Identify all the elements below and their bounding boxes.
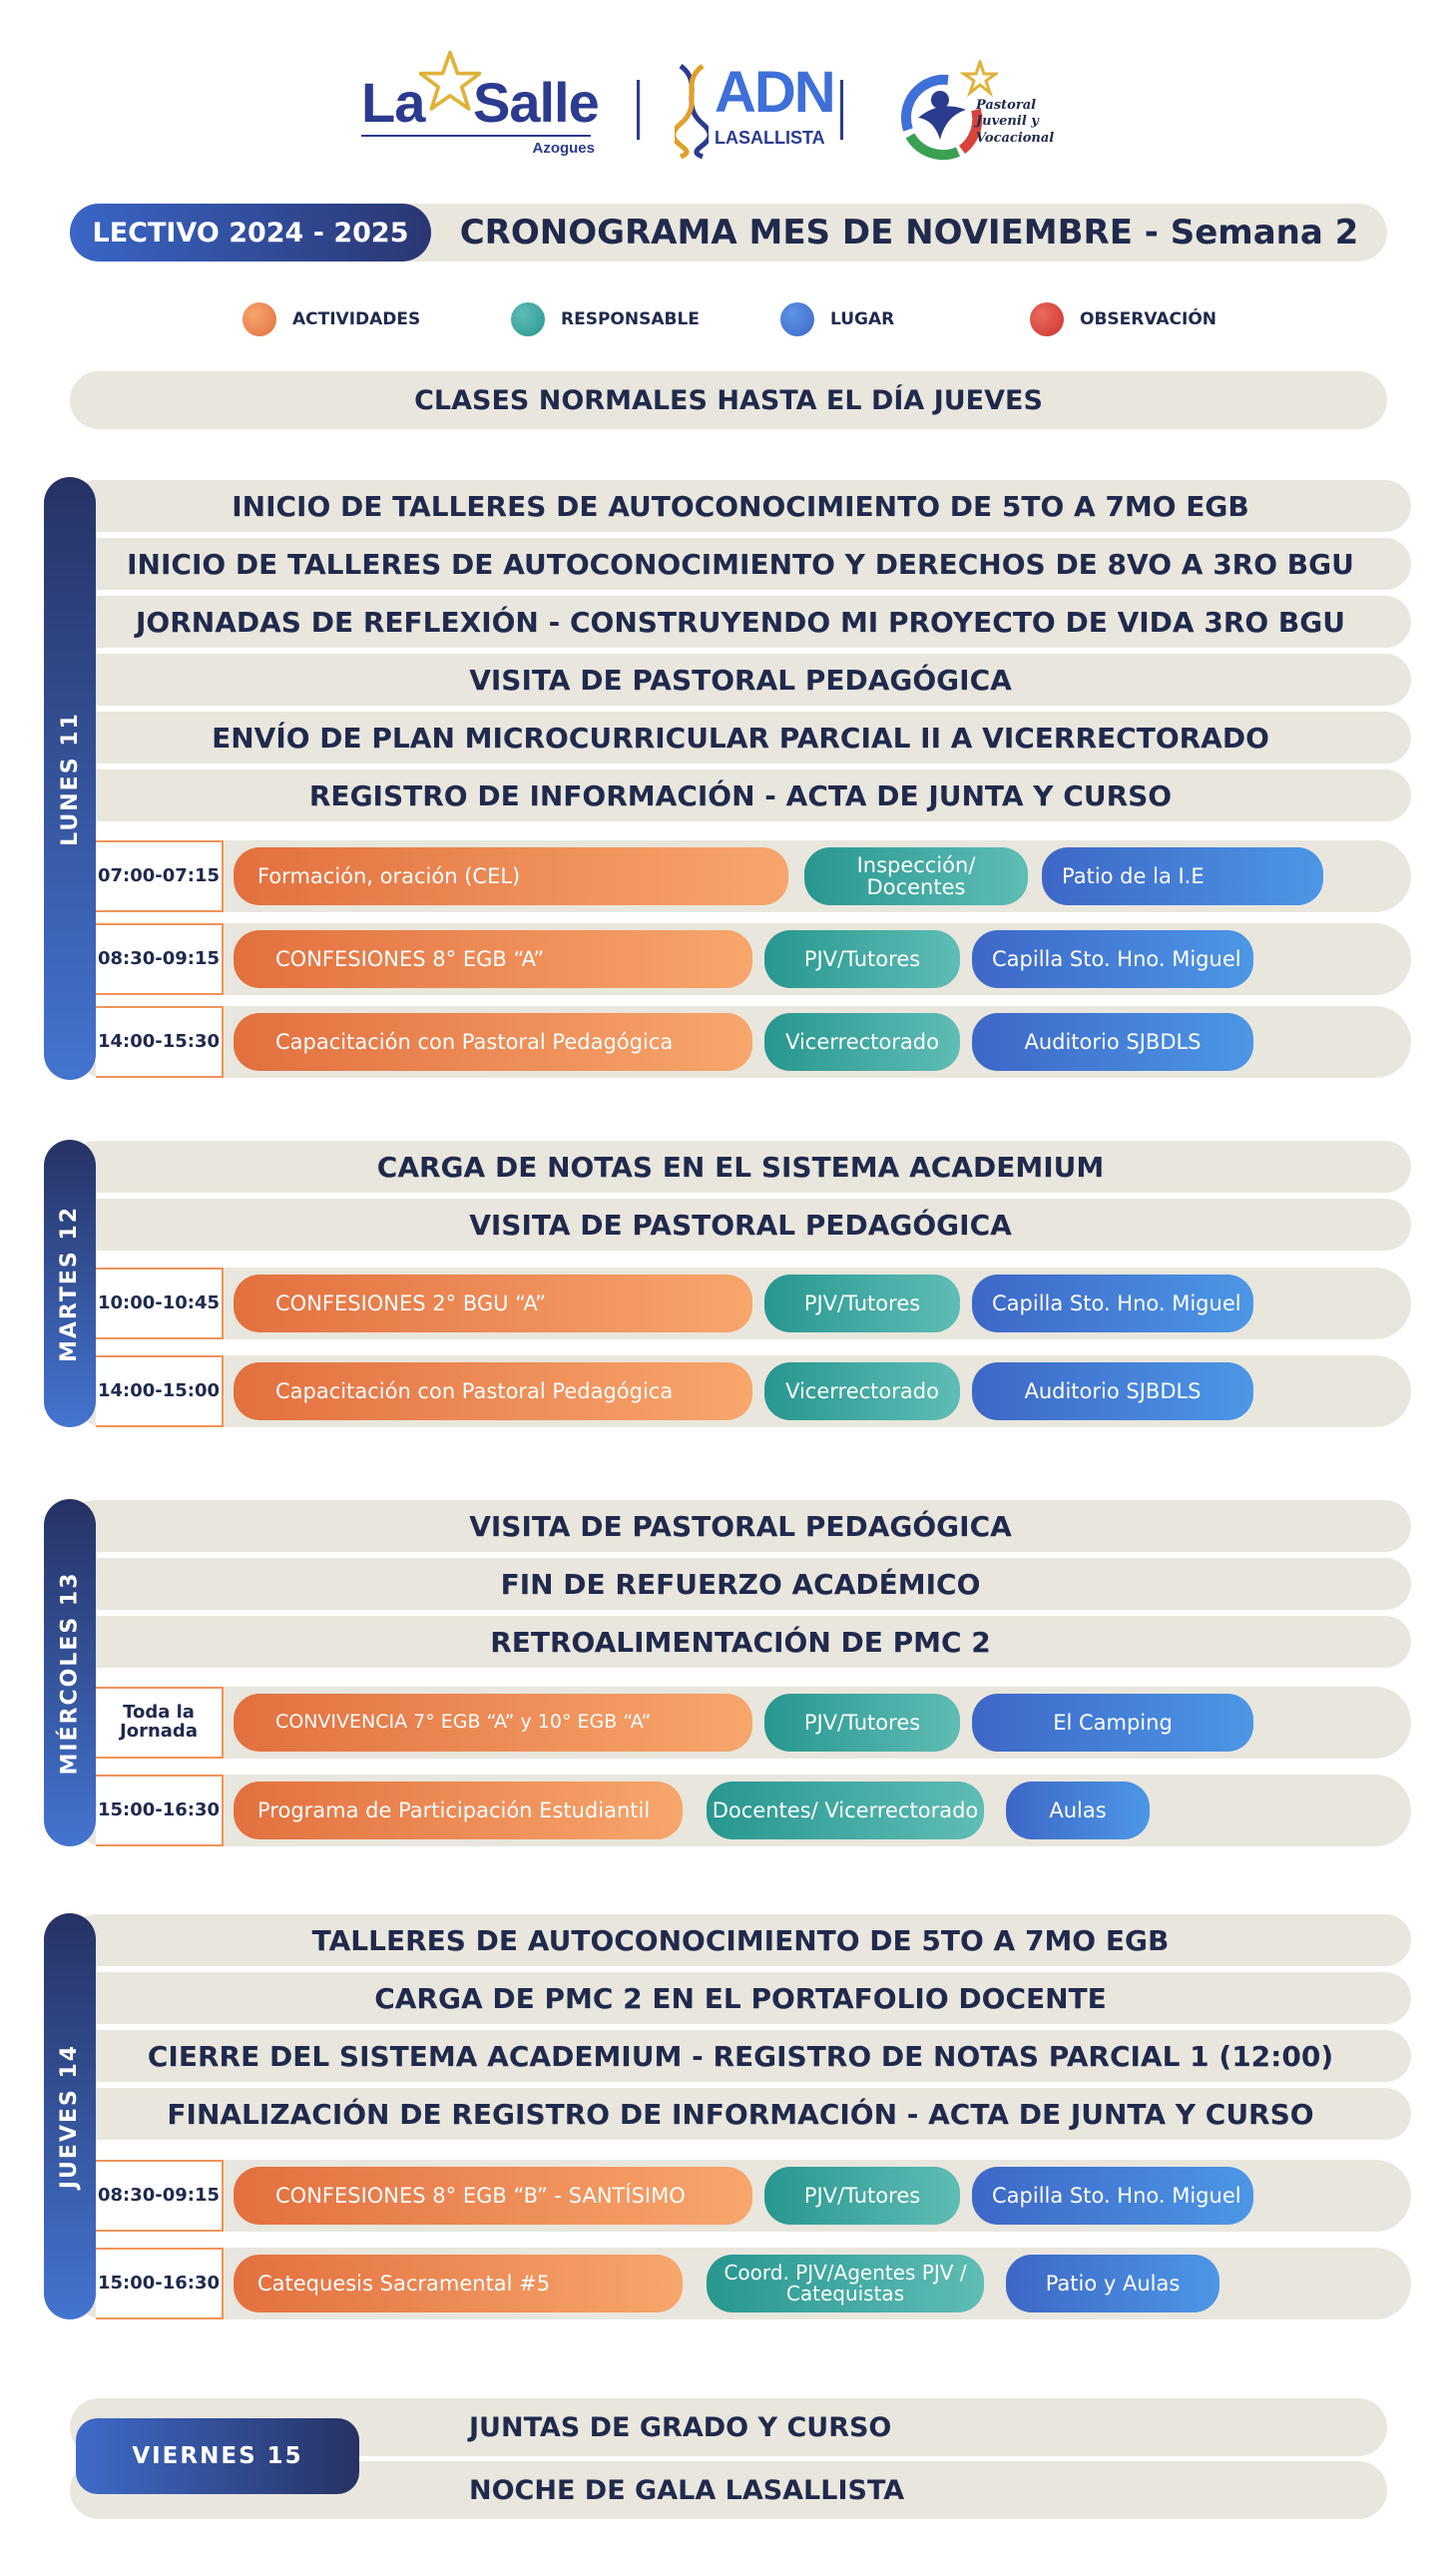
jueves-headline-2: CARGA DE PMC 2 EN EL PORTAFOLIO DOCENTE [70, 1972, 1411, 2024]
miercoles-headline-3: RETROALIMENTACIÓN DE PMC 2 [70, 1616, 1411, 1668]
viernes-item-2: NOCHE DE GALA LASALLISTA [70, 2461, 1387, 2519]
activity-pill: Capacitación con Pastoral Pedagógica [234, 1013, 752, 1071]
notice-banner: CLASES NORMALES HASTA EL DÍA JUEVES [70, 371, 1387, 429]
activity-pill: Programa de Participación Estudiantil [234, 1782, 683, 1839]
miercoles-headline-2: FIN DE REFUERZO ACADÉMICO [70, 1558, 1411, 1610]
place-pill: Aulas [1006, 1782, 1150, 1839]
jueves-headline-1: TALLERES DE AUTOCONOCIMIENTO DE 5TO A 7MO EGB [70, 1914, 1411, 1966]
activity-pill: Catequesis Sacramental #5 [234, 2255, 683, 2312]
lunes-headline-6: REGISTRO DE INFORMACIÓN - ACTA DE JUNTA Y CURSO [70, 769, 1411, 821]
lasalle-logo-word-1: La [361, 71, 425, 134]
day-label-miercoles: MIÉRCOLES 13 [57, 1570, 83, 1776]
lunes-headline-2: INICIO DE TALLERES DE AUTOCONOCIMIENTO Y DERECHOS DE 8VO A 3RO BGU [70, 538, 1411, 590]
lunes-headline-1: INICIO DE TALLERES DE AUTOCONOCIMIENTO DE 5TO A 7MO EGB [70, 480, 1411, 532]
pastoral-logo-line-1: Pastoral [976, 98, 1037, 113]
place-pill: Capilla Sto. Hno. Miguel [972, 930, 1253, 988]
day-label-viernes: VIERNES 15 [76, 2418, 359, 2494]
time-slot: 14:00-15:00 [96, 1355, 224, 1427]
time-slot: Toda la Jornada [96, 1687, 224, 1759]
time-slot: 15:00-16:30 [96, 1775, 224, 1846]
adn-logo-title: ADN [715, 60, 834, 125]
pastoral-logo [888, 60, 1108, 165]
time-slot: 10:00-10:45 [96, 1268, 224, 1339]
jueves-headline-3: CIERRE DEL SISTEMA ACADEMIUM - REGISTRO DE NOTAS PARCIAL 1 (12:00) [70, 2030, 1411, 2082]
time-slot: 08:30-09:15 [96, 923, 224, 995]
activity-pill: CONFESIONES 2° BGU “A” [234, 1275, 752, 1332]
time-slot: 07:00-07:15 [96, 840, 224, 912]
responsible-pill: Vicerrectorado [764, 1362, 960, 1420]
star-icon [419, 50, 481, 112]
legend-dot-icon [243, 302, 276, 336]
pastoral-logo-line-2: Juvenil y Vocacional [976, 114, 1055, 146]
place-pill: Capilla Sto. Hno. Miguel [972, 1275, 1253, 1332]
dna-helix-icon [675, 64, 709, 159]
responsible-pill: PJV/Tutores [764, 1275, 960, 1332]
lasalle-logo [361, 50, 599, 160]
viernes-item-1: JUNTAS DE GRADO Y CURSO [70, 2398, 1387, 2456]
legend-label: RESPONSABLE [561, 309, 700, 329]
legend-label: ACTIVIDADES [292, 309, 421, 329]
day-label-lunes: LUNES 11 [57, 711, 83, 846]
legend-item-responsible [511, 301, 700, 337]
lunes-headline-4: VISITA DE PASTORAL PEDAGÓGICA [70, 654, 1411, 706]
page-title: CRONOGRAMA MES DE NOVIEMBRE - Semana 2 [459, 213, 1359, 253]
place-pill: Patio de la I.E [1042, 847, 1323, 905]
activity-pill: CONVIVENCIA 7° EGB “A” y 10° EGB “A” [234, 1694, 752, 1752]
lasalle-logo-city: Azogues [532, 140, 595, 157]
time-slot: 15:00-16:30 [96, 2248, 224, 2319]
martes-headline-2: VISITA DE PASTORAL PEDAGÓGICA [70, 1199, 1411, 1251]
legend-item-activities [243, 301, 420, 337]
period-badge: LECTIVO 2024 - 2025 [70, 204, 431, 261]
pastoral-logo-text [976, 98, 1108, 147]
adn-logo [675, 60, 834, 164]
responsible-pill: Inspección/ Docentes [804, 847, 1028, 905]
martes-headline-1: CARGA DE NOTAS EN EL SISTEMA ACADEMIUM [70, 1141, 1411, 1193]
time-slot: 14:00-15:30 [96, 1006, 224, 1078]
place-pill: Patio y Aulas [1006, 2255, 1219, 2312]
responsible-pill: Vicerrectorado [764, 1013, 960, 1071]
legend-dot-icon [1030, 302, 1064, 336]
day-label-martes: MARTES 12 [57, 1205, 83, 1362]
time-slot: 08:30-09:15 [96, 2160, 224, 2232]
jueves-headline-4: FINALIZACIÓN DE REGISTRO DE INFORMACIÓN - ACTA DE JUNTA Y CURSO [70, 2088, 1411, 2140]
activity-pill: Formación, oración (CEL) [234, 847, 788, 905]
day-label-jueves: JUEVES 14 [57, 2043, 83, 2190]
logo-underline [361, 135, 591, 137]
logo-divider [840, 80, 843, 140]
place-pill: Auditorio SJBDLS [972, 1013, 1253, 1071]
legend-label: LUGAR [830, 309, 895, 329]
lasalle-logo-word-2: Salle [473, 71, 599, 134]
miercoles-headline-1: VISITA DE PASTORAL PEDAGÓGICA [70, 1500, 1411, 1552]
lunes-headline-3: JORNADAS DE REFLEXIÓN - CONSTRUYENDO MI PROYECTO DE VIDA 3RO BGU [70, 596, 1411, 648]
place-pill: El Camping [972, 1694, 1253, 1752]
activity-pill: CONFESIONES 8° EGB “A” [234, 930, 752, 988]
place-pill: Capilla Sto. Hno. Miguel [972, 2167, 1253, 2225]
logo-divider [637, 80, 640, 140]
activity-pill: Capacitación con Pastoral Pedagógica [234, 1362, 752, 1420]
responsible-pill: PJV/Tutores [764, 2167, 960, 2225]
activity-pill: CONFESIONES 8° EGB “B” - SANTÍSIMO [234, 2167, 752, 2225]
place-pill: Auditorio SJBDLS [972, 1362, 1253, 1420]
legend-item-place [780, 301, 894, 337]
responsible-pill: PJV/Tutores [764, 930, 960, 988]
adn-logo-subtitle: LASALLISTA [715, 128, 825, 148]
legend-dot-icon [511, 302, 545, 336]
lunes-headline-5: ENVÍO DE PLAN MICROCURRICULAR PARCIAL II A VICERRECTORADO [70, 712, 1411, 764]
responsible-pill: Coord. PJV/Agentes PJV / Catequistas [707, 2255, 984, 2312]
legend-dot-icon [780, 302, 814, 336]
responsible-pill: PJV/Tutores [764, 1694, 960, 1752]
legend-label: OBSERVACIÓN [1080, 309, 1216, 329]
responsible-pill: Docentes/ Vicerrectorado [707, 1782, 984, 1839]
legend-item-observation [1030, 301, 1216, 337]
